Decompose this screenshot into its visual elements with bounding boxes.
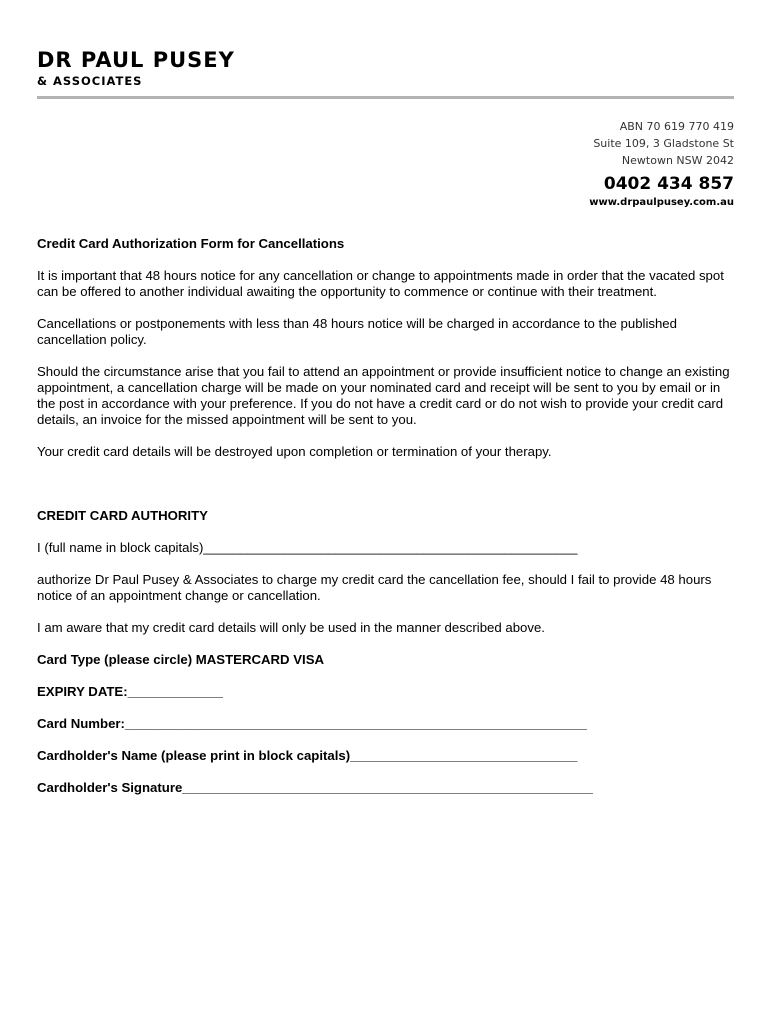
privacy-paragraph: Your credit card details will be destroyed upon completion or termination of your therapy. [37,444,552,459]
policy-paragraph: Cancellations or postponements with less than 48 hours notice will be charged in accordance to the published cancellation policy. [37,316,677,347]
address-line-1: Suite 109, 3 Gladstone St [593,137,734,150]
address-line-2: Newtown NSW 2042 [621,154,734,167]
card-type-field[interactable]: Card Type (please circle) MASTERCARD VISA [37,652,325,667]
abn-text: ABN 70 619 770 419 [619,120,734,133]
phone-number: 0402 434 857 [603,174,734,194]
cardholder-name-field[interactable]: Cardholder's Name (please print in block capitals)_______________________________ [37,748,578,763]
card-number-field[interactable]: Card Number:_______________________________________________________________ [37,716,587,731]
form-title: Credit Card Authorization Form for Cancellations [37,236,345,251]
contact-block [589,118,734,210]
website-link[interactable]: www.drpaulpusey.com.au [589,197,734,208]
full-name-field[interactable]: I (full name in block capitals)___________________________________________________ [37,540,578,555]
cardholder-signature-field[interactable]: Cardholder's Signature________________________________________________________ [37,780,594,795]
form-body [37,236,734,812]
header-divider [37,96,734,99]
logo-name: DR PAUL PUSEY [37,48,235,72]
section-gap [37,476,734,508]
authorize-text: authorize Dr Paul Pusey & Associates to charge my credit card the cancellation fee, should I fail to provide 48 hours notice of an appointment change or cancellation. [37,572,712,603]
logo-subtitle: & ASSOCIATES [37,74,143,88]
charge-paragraph: Should the circumstance arise that you fail to attend an appointment or provide insufficient notice to change an existing appointment, a cancellation charge will be made on your nominated card and receipt will be sent to you by email or in the post in accordance with your preference. If you do not have a credit card or do not wish to provide your credit card details, an invoice for the missed appointment will be sent to you. [37,364,730,427]
notice-paragraph: It is important that 48 hours notice for any cancellation or change to appointments made in order that the vacated spot can be offered to another individual awaiting the opportunity to commence or continue with their treatment. [37,268,724,299]
authority-heading: CREDIT CARD AUTHORITY [37,508,208,523]
aware-text: I am aware that my credit card details will only be used in the manner described above. [37,620,545,635]
expiry-date-field[interactable]: EXPIRY DATE:_____________ [37,684,223,699]
